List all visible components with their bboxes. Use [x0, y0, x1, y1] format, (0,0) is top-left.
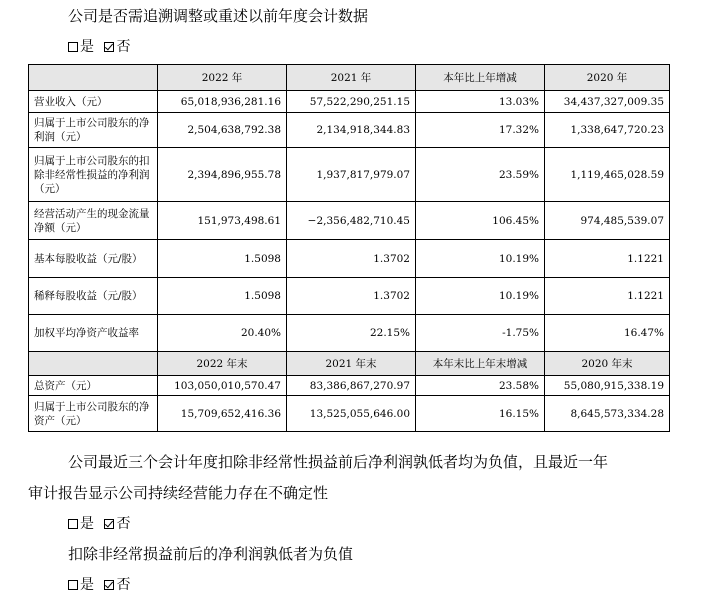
table-cell: 106.45% [416, 202, 545, 240]
choice-yes-label: 是 [80, 577, 94, 593]
table-cell: 1.5098 [158, 240, 287, 278]
choice-yes-label: 是 [80, 516, 94, 532]
table-row [29, 148, 670, 202]
table-cell: 2,134,918,344.83 [287, 113, 416, 148]
header-cell: 2020 年末 [545, 352, 670, 376]
table-cell: 10.19% [416, 278, 545, 315]
negative-profit-line: 扣除非经常损益前后的净利润孰低者为负值 [68, 545, 354, 563]
table-cell: 15,709,652,416.36 [158, 396, 287, 432]
table-row [29, 376, 670, 396]
header-cell: 2021 年 [287, 65, 416, 91]
choice-no-label: 否 [116, 516, 131, 532]
table-cell: 2,394,896,955.78 [158, 148, 287, 202]
table-cell: 1.1221 [545, 278, 670, 315]
table-cell: 17.32% [416, 113, 545, 148]
table-cell: 1.5098 [158, 278, 287, 315]
table-cell: 13.03% [416, 91, 545, 113]
table-cell: 1.1221 [545, 240, 670, 278]
row-label: 归属于上市公司股东的净利润（元） [29, 113, 158, 148]
row-label: 稀释每股收益（元/股） [29, 278, 158, 315]
checkbox-no-checked-icon[interactable] [104, 519, 114, 529]
paragraph-line-1: 公司最近三个会计年度扣除非经常性损益前后净利润孰低者均为负值，且最近一年 [68, 453, 609, 471]
table-cell: 1,937,817,979.07 [287, 148, 416, 202]
table-row [29, 240, 670, 278]
table-cell: 8,645,573,334.28 [545, 396, 670, 432]
row-label: 归属于上市公司股东的扣除非经常性损益的净利润（元） [29, 148, 158, 202]
table-cell: 1.3702 [287, 278, 416, 315]
table-cell: 23.58% [416, 376, 545, 396]
table-cell: 34,437,327,009.35 [545, 91, 670, 113]
uncertainty-choice [68, 513, 136, 533]
table-cell: 10.19% [416, 240, 545, 278]
header-cell: 2022 年末 [158, 352, 287, 376]
checkbox-yes-icon[interactable] [68, 580, 78, 590]
table-cell: 83,386,867,270.97 [287, 376, 416, 396]
row-label: 基本每股收益（元/股） [29, 240, 158, 278]
table-cell: 1,119,465,028.59 [545, 148, 670, 202]
table-cell: -1.75% [416, 315, 545, 352]
table-row [29, 113, 670, 148]
table-row [29, 91, 670, 113]
restate-choice [68, 36, 136, 56]
table-row [29, 202, 670, 240]
table-cell: 23.59% [416, 148, 545, 202]
header-cell [29, 65, 158, 91]
table-cell: 16.15% [416, 396, 545, 432]
table-cell: 65,018,936,281.16 [158, 91, 287, 113]
table-cell: 1,338,647,720.23 [545, 113, 670, 148]
checkbox-no-checked-icon[interactable] [104, 42, 114, 52]
row-label: 营业收入（元） [29, 91, 158, 113]
table-cell: 103,050,010,570.47 [158, 376, 287, 396]
table-cell: 974,485,539.07 [545, 202, 670, 240]
header-cell: 2022 年 [158, 65, 287, 91]
section-heading: 公司是否需追溯调整或重述以前年度会计数据 [68, 7, 369, 25]
header-cell: 本年比上年增减 [416, 65, 545, 91]
negative-profit-choice [68, 574, 136, 594]
row-label: 经营活动产生的现金流量净额（元） [29, 202, 158, 240]
financial-data-table [28, 64, 670, 432]
table-cell: 20.40% [158, 315, 287, 352]
checkbox-yes-icon[interactable] [68, 42, 78, 52]
header-cell: 2021 年末 [287, 352, 416, 376]
row-label: 总资产（元） [29, 376, 158, 396]
choice-no-label: 否 [116, 39, 131, 55]
checkbox-no-checked-icon[interactable] [104, 580, 114, 590]
table-cell: 16.47% [545, 315, 670, 352]
table-row [29, 396, 670, 432]
table-cell: 57,522,290,251.15 [287, 91, 416, 113]
table-cell: 2,504,638,792.38 [158, 113, 287, 148]
checkbox-yes-icon[interactable] [68, 519, 78, 529]
table-cell: 55,080,915,338.19 [545, 376, 670, 396]
table-cell: −2,356,482,710.45 [287, 202, 416, 240]
table-row [29, 315, 670, 352]
table-header-row [29, 65, 670, 91]
table-cell: 151,973,498.61 [158, 202, 287, 240]
header-cell: 2020 年 [545, 65, 670, 91]
table-cell: 13,525,055,646.00 [287, 396, 416, 432]
table-cell: 1.3702 [287, 240, 416, 278]
table-header-row [29, 352, 670, 376]
row-label: 归属于上市公司股东的净资产（元） [29, 396, 158, 432]
header-cell [29, 352, 158, 376]
choice-no-label: 否 [116, 577, 131, 593]
table-cell: 22.15% [287, 315, 416, 352]
table-row [29, 278, 670, 315]
row-label: 加权平均净资产收益率 [29, 315, 158, 352]
header-cell: 本年末比上年末增减 [416, 352, 545, 376]
choice-yes-label: 是 [80, 39, 94, 55]
paragraph-line-2: 审计报告显示公司持续经营能力存在不确定性 [28, 484, 329, 502]
